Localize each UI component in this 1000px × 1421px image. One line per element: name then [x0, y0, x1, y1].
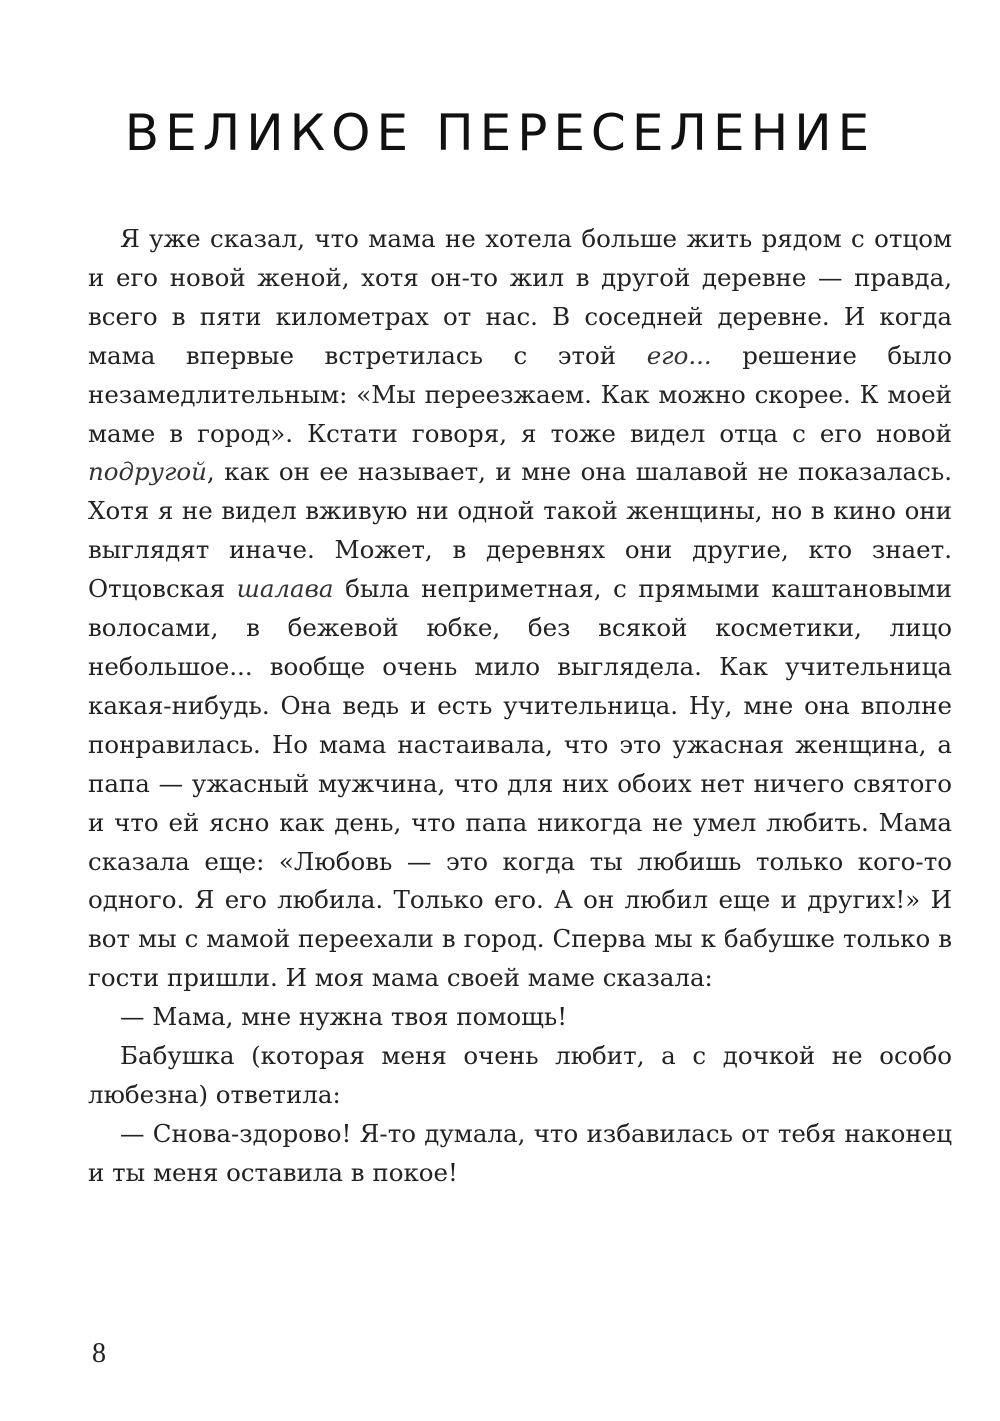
paragraph-1-text-d: была неприметная, с прямыми каштановыми волосами, в бежевой юбке, без всякой косметики, лицо небольшое... вообще очень мило выглядела. Как учительница какая-нибудь. Она ведь и есть учительница. Ну, мне она вполне понравилась. Но мама настаивала, что это ужасная женщина, а папа — ужасный мужчина, что для них обоих нет ничего святого и что ей ясно как день, что папа никогда не умел любить. Мама сказала еще: «Любовь — это когда ты любишь только кого-то одного. Я его любила. Только его. А он любил еще и других!» И вот мы с мамой переехали в город. Сперва мы к бабушке только в гости пришли. И моя мама своей маме сказала:: [88, 574, 952, 993]
paragraph-3: Бабушка (которая меня очень любит, а с дочкой не особо любезна) ответила:: [88, 1041, 952, 1109]
chapter-title: ВЕЛИКОЕ ПЕРЕСЕЛЕНИЕ: [124, 104, 876, 162]
paragraph-1-text-a: Я уже сказал, что мама не хотела больше жить рядом с отцом и его новой женой, хотя он-то жил в другой деревне — правда, всего в пяти километрах от нас. В соседней деревне. И когда мама впервые встретилась с этой: [88, 224, 952, 370]
paragraph-1-text-b: решение было незамедлительным: «Мы переезжаем. Как можно скорее. К моей маме в город». Кстати говоря, я тоже видел отца с его новой: [88, 340, 952, 448]
paragraph-1-text-c: , как он ее называет, и мне она шалавой не показалась. Хотя я не видел вживую ни одной такой женщины, но в кино они выглядят иначе. Может, в деревнях они другие, кто знает. Отцовская: [88, 457, 952, 604]
paragraph-1: [88, 220, 952, 998]
italic-word-shalava: шалава: [236, 574, 334, 604]
paragraph-2-dialogue: — Мама, мне нужна твоя помощь!: [120, 1002, 568, 1032]
page-number: 8: [92, 1338, 106, 1369]
paragraph-4-dialogue: — Снова-здорово! Я-то думала, что избавилась от тебя наконец и ты меня оставила в покое!: [88, 1118, 952, 1187]
italic-word-podrugoi: подругой: [88, 457, 207, 487]
italic-word-ego: его...: [646, 340, 712, 370]
chapter-body: [88, 220, 952, 1193]
